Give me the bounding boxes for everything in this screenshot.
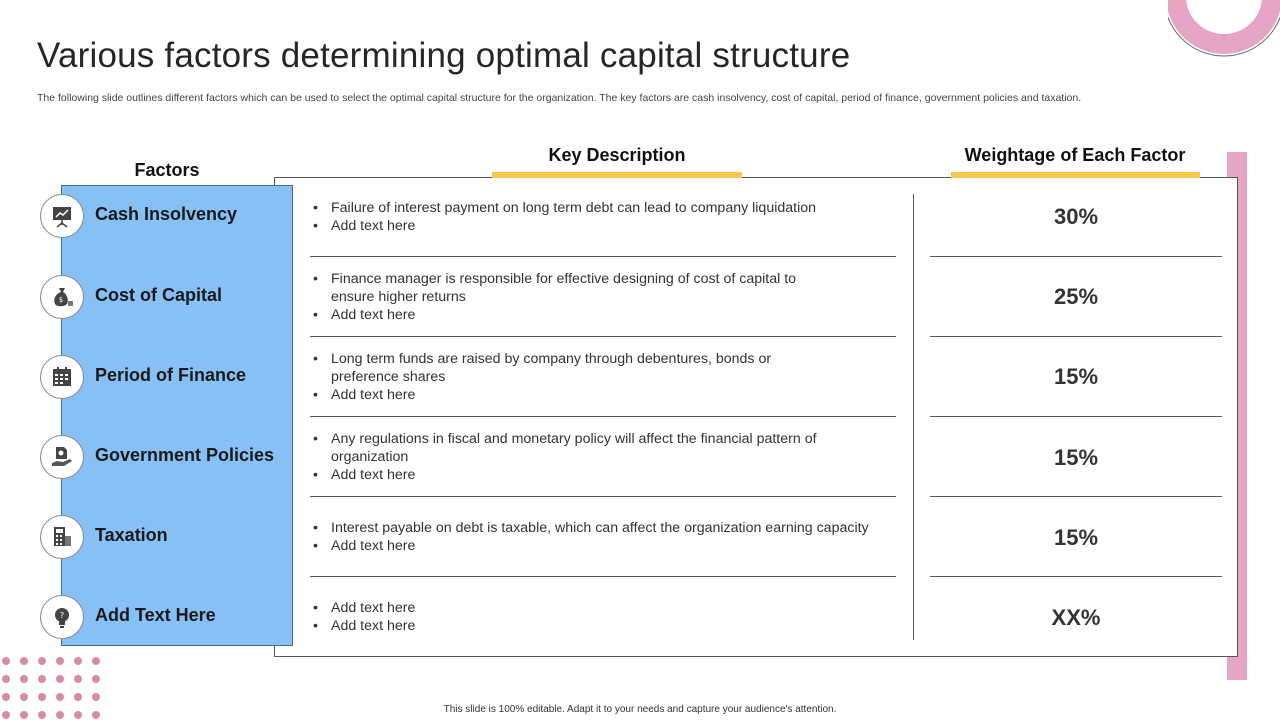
factor-icon-circle [40, 515, 84, 559]
policy-document-hand-icon [50, 445, 74, 469]
weight-value-3: 15% [1053, 364, 1099, 389]
description-bullet: • Finance manager is responsible for effective designing of cost of capital to ensure higher returns [310, 270, 830, 306]
slide-subtitle: The following slide outlines different factors which can be used to select the optimal capital structure for the organization. The key factors are cash insolvency, cost of capital, period of finance, government policies and taxation. [37, 92, 1082, 104]
lightbulb-icon [50, 605, 74, 629]
decorative-ring-shape [1168, 0, 1280, 60]
description-bullet: • Add text here [310, 386, 810, 404]
row-divider [310, 416, 896, 417]
description-cell-4 [310, 430, 840, 484]
weight-value-1: 30% [1053, 204, 1099, 229]
key-description-header: Key Description [492, 145, 742, 166]
table-frame [274, 177, 1238, 657]
description-bullet: • Any regulations in fiscal and monetary policy will affect the financial pattern of organization [310, 430, 840, 466]
description-bullet: • Add text here [310, 537, 896, 555]
factor-label: Government Policies [95, 445, 275, 465]
description-bullet: • Add text here [310, 617, 896, 635]
description-cell-3 [310, 350, 810, 404]
presentation-chart-icon [50, 204, 74, 228]
weight-value-4: 15% [1053, 445, 1099, 470]
factor-label: Cost of Capital [95, 285, 223, 305]
description-bullet: • Failure of interest payment on long term debt can lead to company liquidation [310, 199, 896, 217]
column-divider [913, 194, 914, 640]
row-divider [310, 336, 896, 337]
factor-label: Period of Finance [95, 365, 247, 385]
description-bullet: • Add text here [310, 466, 840, 484]
svg-text:?: ? [59, 611, 65, 620]
factor-icon-circle [40, 435, 84, 479]
slide-footer: This slide is 100% editable. Adapt it to your needs and capture your audience's attention. [443, 704, 837, 715]
factor-government-policies [40, 435, 300, 479]
row-divider [310, 576, 896, 577]
factor-icon-circle [40, 275, 84, 319]
row-divider [930, 416, 1222, 417]
calendar-icon [50, 365, 74, 389]
factor-icon-circle [40, 355, 84, 399]
row-divider [930, 576, 1222, 577]
row-divider [310, 496, 896, 497]
factor-label: Taxation [95, 525, 168, 545]
weight-value-2: 25% [1053, 284, 1099, 309]
description-bullet: • Add text here [310, 306, 830, 324]
weight-value-5: 15% [1053, 525, 1099, 550]
factor-icon-circle [40, 595, 84, 639]
weightage-header: Weightage of Each Factor [950, 145, 1200, 166]
row-divider [930, 336, 1222, 337]
description-cell-2 [310, 270, 830, 324]
row-divider [930, 496, 1222, 497]
weight-value-6: XX% [1051, 605, 1101, 630]
factor-cost-of-capital [40, 275, 300, 319]
description-bullet: • Long term funds are raised by company through debentures, bonds or preference shares [310, 350, 810, 386]
description-bullet: • Interest payable on debt is taxable, which can affect the organization earning capacity [310, 519, 896, 537]
factor-taxation [40, 515, 300, 559]
factors-panel [58, 185, 293, 646]
factors-header: Factors [134, 160, 200, 180]
description-cell-6 [310, 599, 896, 635]
description-cell-5 [310, 519, 896, 555]
svg-text:$: $ [58, 296, 64, 304]
factor-label: Cash Insolvency [95, 204, 238, 224]
factor-cash-insolvency [40, 194, 300, 238]
header-underline [951, 172, 1200, 178]
factor-period-of-finance [40, 355, 300, 399]
header-underline [492, 172, 742, 178]
factor-icon-circle [40, 194, 84, 238]
description-bullet: • Add text here [310, 217, 896, 235]
row-divider [310, 256, 896, 257]
description-bullet: • Add text here [310, 599, 896, 617]
money-bag-icon [50, 285, 74, 309]
description-cell-1 [310, 199, 896, 235]
slide-title: Various factors determining optimal capital structure [37, 36, 851, 75]
tax-calculator-icon [50, 525, 74, 549]
row-divider [930, 256, 1222, 257]
factor-label: Add Text Here [95, 605, 216, 625]
factor-add-text [40, 595, 300, 639]
